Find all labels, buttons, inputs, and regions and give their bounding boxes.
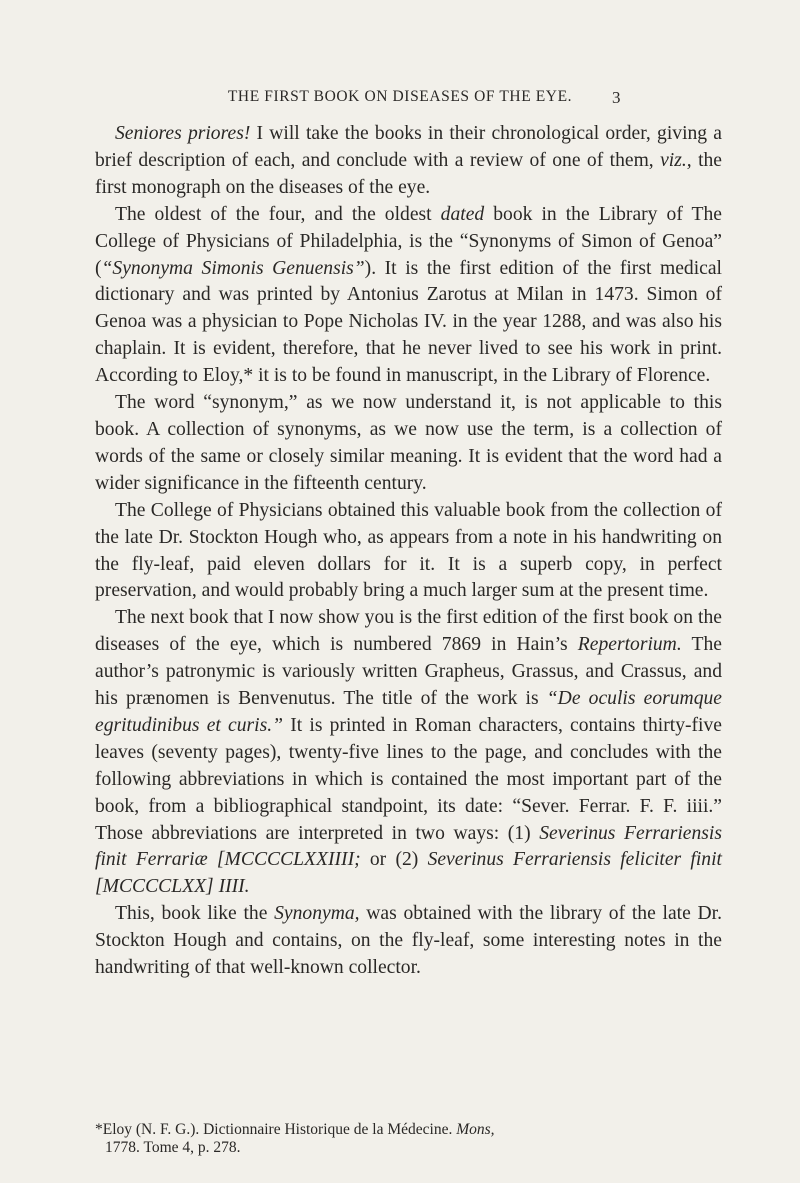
italic-run: dated xyxy=(440,203,485,225)
text-run: book in the Library of The College of Physicians of Philadelphia, is the “Synonyms of Simon of Genoa” ( xyxy=(95,203,722,279)
paragraph xyxy=(95,901,722,982)
italic-run: “Synonyma Simonis Genuensis” xyxy=(101,257,365,279)
footnote-date: 1778. Tome 4, p. 278. xyxy=(105,1139,241,1156)
text-run: ). It is the first edition of the first medical dictionary and was printed by Antonius Zarotus at Milan in 1473. Simon of Genoa was a physician to Pope Nicholas IV. in the year 1288, and was also his chaplain. It is evident, therefore, that he never lived to see his work in print. According to Eloy,* it is to be found in manuscript, in the Library of Florence. xyxy=(95,257,722,387)
text-run: I will take the books in their chronological order, giving a brief description of each, and conclude with a review of one of them, xyxy=(95,123,722,171)
italic-run: Repertorium. xyxy=(577,634,682,656)
text-run: The College of Physicians obtained this valuable book from the collection of the late Dr. Stockton Hough who, as appears from a note in his handwriting on the fly-leaf, paid eleven dollars for it. It is a superb copy, in perfect preservation, and would probably bring a much larger sum at the present time. xyxy=(95,499,722,602)
text-run: This, book like the xyxy=(115,903,275,925)
italic-run: “De oculis eorumque egritudinibus et curis.” xyxy=(95,688,722,736)
paragraph xyxy=(95,390,722,498)
footnote xyxy=(95,1121,722,1157)
text-run: the first monograph on the diseases of the eye. xyxy=(95,149,722,198)
footnote-text: *Eloy (N. F. G.). Dictionnaire Historique de la Médecine. xyxy=(95,1121,457,1138)
text-run: was obtained with the library of the late Dr. Stockton Hough and contains, on the fly-leaf, some interesting notes in the handwriting of that well-known collector. xyxy=(95,903,722,979)
italic-run: Severinus Ferrariensis finit Ferrariæ [MCCCCLXXIIII; xyxy=(95,822,722,871)
paragraph xyxy=(95,605,722,901)
italic-run: Synonyma, xyxy=(274,903,360,925)
italic-run: Severinus Ferrariensis feliciter finit [MCCCCLXX] IIII. xyxy=(95,849,722,898)
text-run: It is printed in Roman characters, contains thirty-five leaves (seventy pages), twenty-five lines to the page, and concludes with the following abbreviations in which is contained the most important part of the book, from a bibliographical standpoint, its date: “Sever. Ferrar. F. F. iiii.” Those abbreviations are interpreted in two ways: (1) xyxy=(95,714,722,844)
footnote-place: Mons, xyxy=(456,1121,495,1138)
paragraph xyxy=(95,498,722,606)
paragraph xyxy=(95,121,722,202)
page-number: 3 xyxy=(612,88,621,107)
text-run: or (2) xyxy=(360,849,428,871)
italic-run: Seniores priores! xyxy=(115,123,251,144)
italic-run: viz., xyxy=(660,149,692,171)
text-run: The next book that I now show you is the first edition of the first book on the diseases of the eye, which is numbered 7869 in Hain’s xyxy=(95,607,722,656)
running-head: THE FIRST BOOK ON DISEASES OF THE EYE. xyxy=(227,88,573,105)
body-text xyxy=(95,121,722,982)
text-run: The word “synonym,” as we now understand it, is not applicable to this book. A collection of synonyms, as we now use the term, is a collection of words of the same or closely similar meaning. It is evident that the word had a wider significance in the fifteenth century. xyxy=(95,392,722,494)
paragraph xyxy=(95,202,722,390)
text-run: The oldest of the four, and the oldest xyxy=(115,203,441,225)
text-run: The author’s patronymic is variously written Grapheus, Grassus, and Crassus, and his prænomen is Benvenutus. The title of the work is xyxy=(95,634,722,710)
